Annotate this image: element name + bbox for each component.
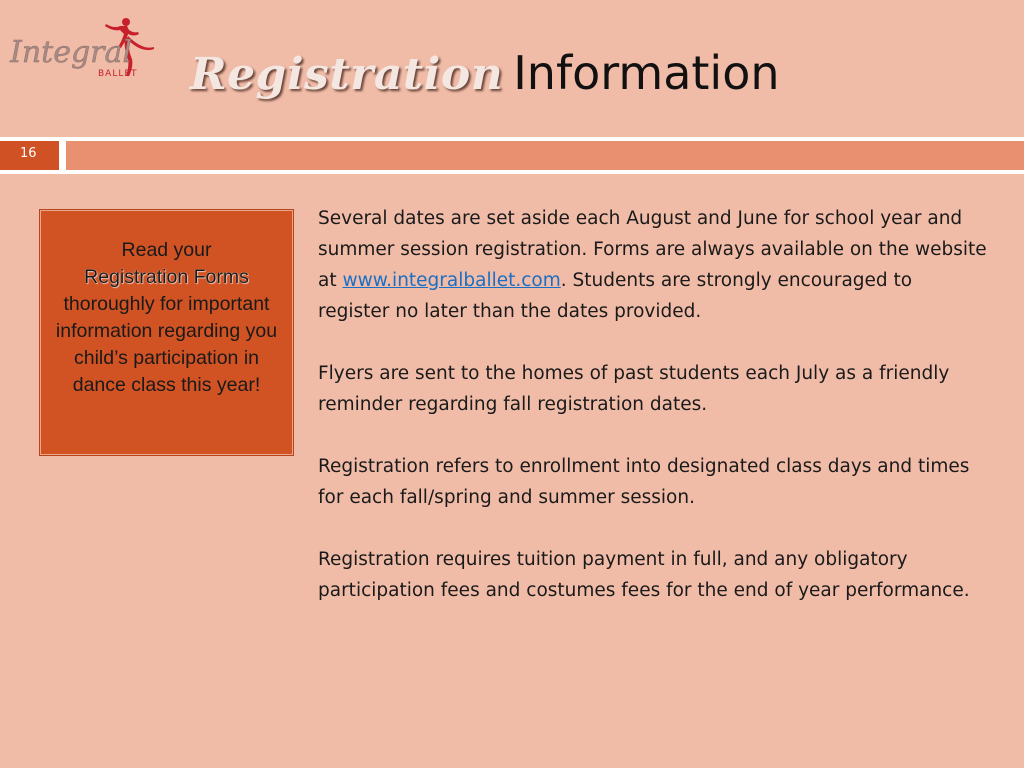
header-rule-bottom	[0, 170, 1024, 174]
header-band	[66, 141, 1024, 170]
paragraph-payment: Registration requires tuition payment in full, and any obligatory participation fees and costumes fees for the end of year performance.	[318, 549, 970, 601]
integral-ballet-logo	[8, 14, 160, 86]
callout-line1: Read your	[121, 239, 212, 261]
callout-body: thoroughly for important information regarding you child’s participation in dance class this year!	[55, 293, 278, 396]
logo-sub-text: BALLET	[98, 69, 138, 79]
paragraph-text: Several dates are set aside each August and June for school year and summer session registration. Forms are always available on the website at	[318, 208, 987, 291]
paragraph-flyers: Flyers are sent to the homes of past students each July as a friendly reminder regarding fall registration dates.	[318, 363, 950, 415]
paragraph-registration-dates	[318, 203, 988, 327]
logo-script-text: Integral	[10, 35, 133, 70]
title-main: Information	[513, 46, 780, 100]
slide-number-separator	[59, 137, 66, 174]
main-content	[318, 203, 988, 637]
callout-box	[40, 210, 293, 455]
paragraph-enrollment: Registration refers to enrollment into designated class days and times for each fall/spring and summer session.	[318, 456, 970, 508]
paragraph-text: . Students are strongly encouraged to register no later than the dates provided.	[318, 270, 913, 322]
callout-highlight: Registration Forms	[84, 266, 249, 288]
title-accent: Registration	[190, 49, 504, 100]
page-title	[190, 46, 780, 100]
website-link[interactable]: www.integralballet.com	[342, 270, 561, 291]
slide-number: 16	[20, 146, 37, 161]
